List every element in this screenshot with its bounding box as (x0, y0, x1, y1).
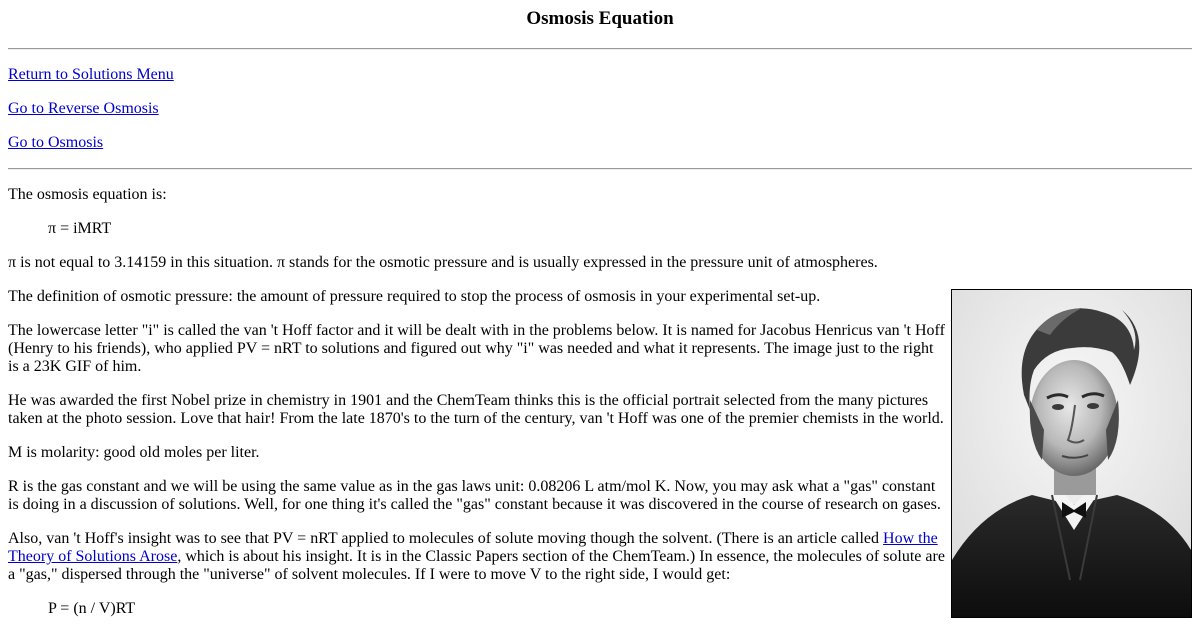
intro-text: The osmosis equation is: (8, 186, 167, 203)
divider-top (8, 48, 1192, 50)
page-title: Osmosis Equation (526, 8, 674, 29)
insight-text: Also, van 't Hoff's insight was to see that PV = nRT applied to molecules of solute moving though the solvent. (There is an article called How the Theory of Solutions Arose, which is about his insight. It is in the Classic Papers section of the ChemTeam.) In essence, the molecules of solute are a "gas," dispersed through the "universe" of solvent molecules. If I were to move V to the right side, I would get: (8, 530, 945, 583)
divider-bottom (8, 168, 1192, 170)
vant-hoff-portrait (951, 289, 1192, 618)
nobel-text: He was awarded the first Nobel prize in chemistry in 1901 and the ChemTeam thinks this is the official portrait selected from the many pictures taken at the photo session. Love that hair! From the late 1870's to the turn of the century, van 't Hoff was one of the premier chemists in the world. (8, 392, 944, 427)
link-osmosis[interactable]: Go to Osmosis (8, 134, 104, 151)
pi-note: π is not equal to 3.14159 in this situation. π stands for the osmotic pressure and is usually expressed in the pressure unit of atmospheres. (8, 254, 878, 271)
link-solutions-menu[interactable]: Return to Solutions Menu (8, 66, 174, 83)
gas-constant-text: R is the gas constant and we will be using the same value as in the gas laws unit: 0.08206 L atm/mol K. Now, you may ask what a "gas" constant is doing in a discussion of solutions. Well, for one thing it's called the "gas" constant because it was discovered in the course of research on gases. (8, 478, 941, 513)
definition-text: The definition of osmotic pressure: the amount of pressure required to stop the process of osmosis in your experimental set-up. (8, 288, 821, 305)
equation-osmotic: π = iMRT (48, 220, 112, 237)
molarity-text: M is molarity: good old moles per liter. (8, 444, 260, 461)
vant-hoff-text: The lowercase letter "i" is called the van 't Hoff factor and it will be dealt with in the problems below. It is named for Jacobus Henricus van 't Hoff (Henry to his friends), who applied PV = nRT to solutions and figured out why "i" was needed and what it represents. The image just to the right is a 23K GIF of him. (8, 322, 945, 375)
equation-gas-law: P = (n / V)RT (48, 600, 136, 617)
link-theory-of-solutions[interactable]: How the Theory of Solutions Arose (8, 530, 938, 565)
link-reverse-osmosis[interactable]: Go to Reverse Osmosis (8, 100, 159, 117)
